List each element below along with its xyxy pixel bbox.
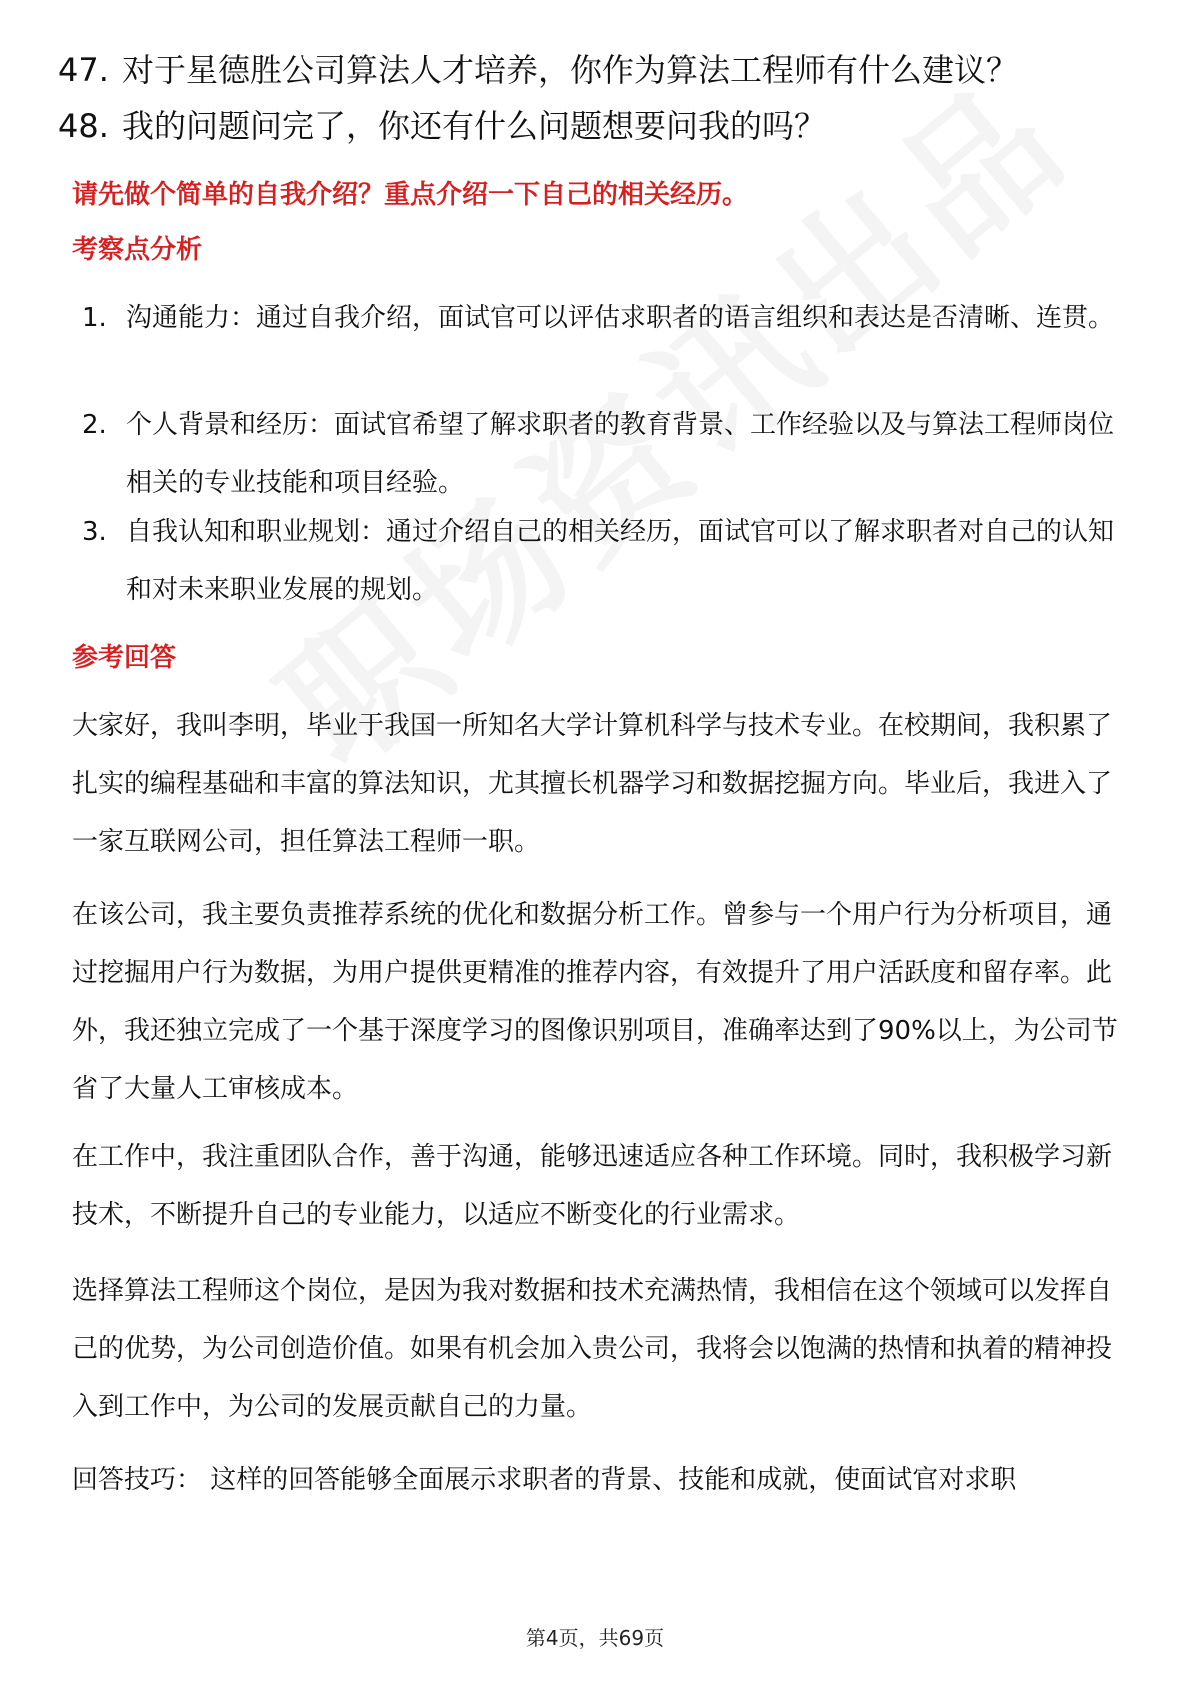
answer-paragraph: 在工作中，我注重团队合作，善于沟通，能够迅速适应各种工作环境。同时，我积极学习新技术，不断提升自己的专业能力，以适应不断变化的行业需求。 [72, 1142, 1113, 1230]
list-text: 沟通能力：通过自我介绍，面试官可以评估求职者的语言组织和表达是否清晰、连贯。 [126, 303, 1115, 333]
answer-paragraph: 选择算法工程师这个岗位，是因为我对数据和技术充满热情，我相信在这个领域可以发挥自己的优势，为公司创造价值。如果有机会加入贵公司，我将会以饱满的热情和执着的精神投入到工作中，为公司的发展贡献自己的力量。 [72, 1276, 1113, 1422]
question-47 [58, 50, 1018, 90]
list-text: 自我认知和职业规划：通过介绍自己的相关经历，面试官可以了解求职者对自己的认知和对未来职业发展的规划。 [126, 517, 1115, 605]
question-number: 47. [58, 51, 109, 89]
list-text: 个人背景和经历：面试官希望了解求职者的教育背景、工作经验以及与算法工程师岗位相关的专业技能和项目经验。 [126, 410, 1115, 498]
list-number: 3. [82, 517, 107, 547]
analysis-item [82, 503, 1132, 619]
analysis-heading: 考察点分析 [72, 235, 203, 265]
list-number: 2. [82, 410, 107, 440]
question-48 [58, 106, 826, 146]
question-text: 对于星德胜公司算法人才培养，你作为算法工程师有什么建议？ [122, 51, 1019, 89]
question-title: 请先做个简单的自我介绍？重点介绍一下自己的相关经历。 [72, 180, 749, 210]
analysis-item [82, 289, 1132, 347]
answer-paragraph: 在该公司，我主要负责推荐系统的优化和数据分析工作。曾参与一个用户行为分析项目，通过挖掘用户行为数据，为用户提供更精准的推荐内容，有效提升了用户活跃度和留存率。此外，我还独立完成了一个基于深度学习的图像识别项目，准确率达到了90%以上，为公司节省了大量人工审核成本。 [72, 900, 1118, 1104]
answer-tip: 回答技巧： 这样的回答能够全面展示求职者的背景、技能和成就，使面试官对求职 [72, 1465, 1017, 1495]
analysis-item [82, 396, 1132, 512]
answer-heading: 参考回答 [72, 643, 177, 673]
question-text: 我的问题问完了，你还有什么问题想要问我的吗？ [122, 107, 827, 145]
question-number: 48. [58, 107, 109, 145]
list-number: 1. [82, 303, 107, 333]
page-footer: 第4页，共69页 [525, 1626, 665, 1650]
answer-paragraph: 大家好，我叫李明，毕业于我国一所知名大学计算机科学与技术专业。在校期间，我积累了扎实的编程基础和丰富的算法知识，尤其擅长机器学习和数据挖掘方向。毕业后，我进入了一家互联网公司，担任算法工程师一职。 [72, 711, 1113, 857]
